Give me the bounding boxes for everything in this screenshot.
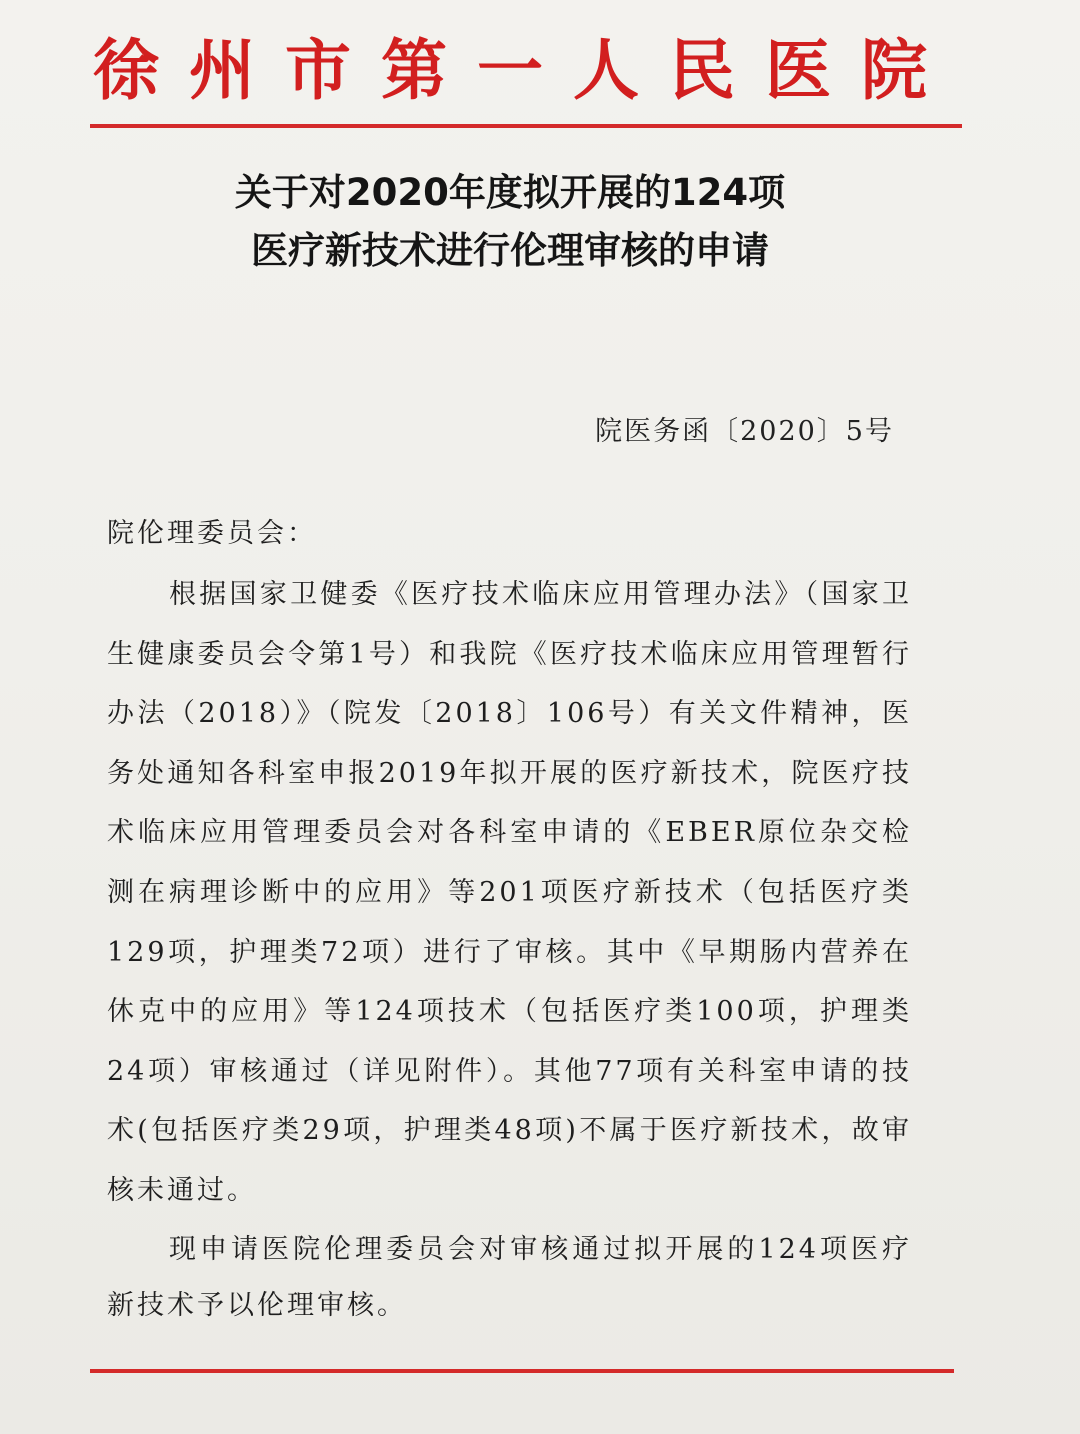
document-title-line-1: 关于对2020年度拟开展的124项 — [234, 171, 786, 214]
document-number: 院医务函〔2020〕5号 — [595, 416, 894, 447]
letterhead-hospital-name: 徐州市第一人民医院 — [93, 31, 957, 109]
body-paragraph-2: 现申请医院伦理委员会对审核通过拟开展的124项医疗新技术予以伦理审核。 — [107, 1234, 912, 1321]
letterhead-red-rule — [90, 124, 962, 128]
footer-red-rule — [90, 1369, 954, 1373]
body-paragraph-1: 根据国家卫健委《医疗技术临床应用管理办法》（国家卫生健康委员会令第1号）和我院《医疗技术临床应用管理暂行办法（2018）》（院发〔2018〕106号）有关文件精神，医务处通知各科室申报2019年拟开展的医疗新技术，院医疗技术临床应用管理委员会对各科室申请的《EBER原位杂交检测在病理诊断中的应用》等201项医疗新技术（包括医疗类129项，护理类72项）进行了审核。其中《早期肠内营养在休克中的应用》等124项技术（包括医疗类100项，护理类24项）审核通过（详见附件）。其他77项有关科室申请的技术(包括医疗类29项，护理类48项)不属于医疗新技术，故审核未通过。 — [107, 579, 912, 1206]
document-title-line-2: 医疗新技术进行伦理审核的申请 — [251, 229, 769, 272]
salutation: 院伦理委员会： — [107, 518, 317, 549]
